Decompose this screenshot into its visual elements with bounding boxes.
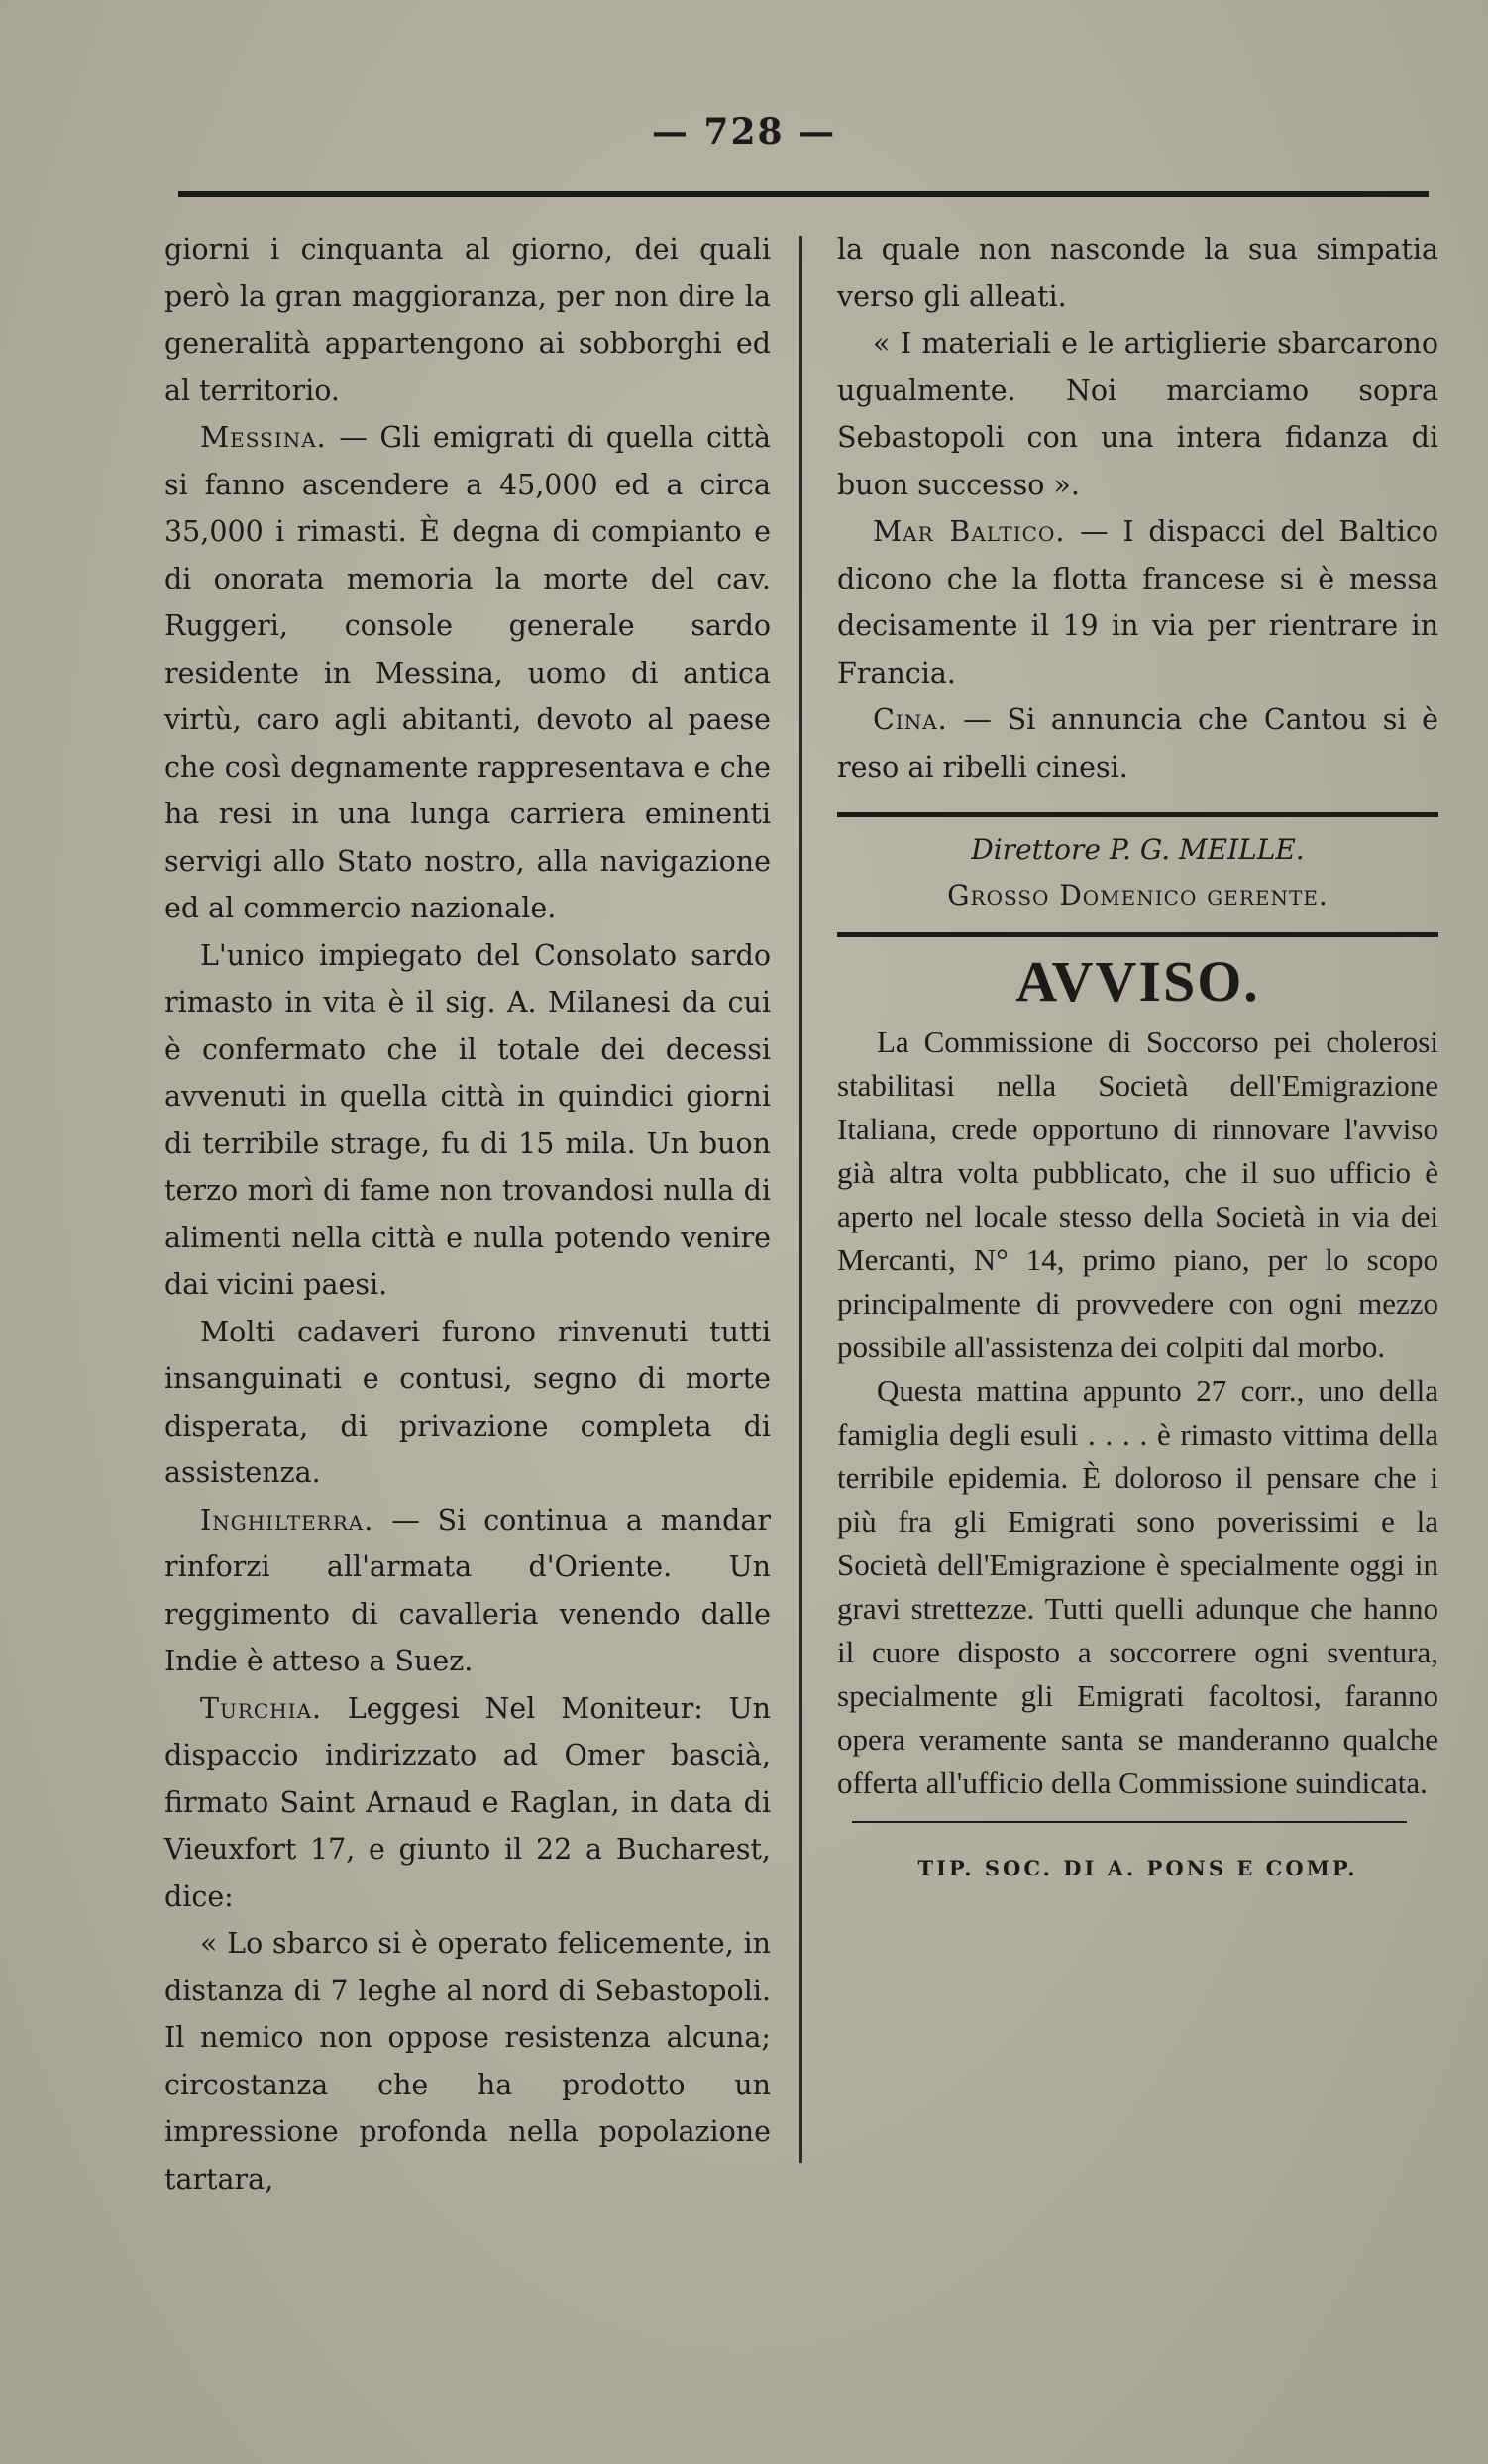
right-paragraph-1: la quale non nasconde la sua simpatia verso gli alleati. (837, 233, 1438, 313)
left-paragraph-4: Molti cadaveri furono rinvenuti tutti insanguinati e contusi, segno di morte disperata, di privazione completa di assistenza. (164, 1315, 771, 1489)
right-column (837, 226, 1438, 1892)
signature-rule-top (837, 812, 1438, 817)
turchia-heading: Turchia. (200, 1691, 323, 1725)
baltico-body: — I dispacci del Baltico dicono che la flotta francese si è messa decisamente il 19 in via per rientrare in Francia. (837, 515, 1438, 690)
signature-gerente: Grosso Domenico gerente. (947, 879, 1329, 911)
turchia-body: Leggesi Nel Moniteur: Un dispaccio indirizzato ad Omer bascià, firmato Saint Arnaud e Raglan, in data di Vieuxfort 17, e giunto il 22 a Bucharest, dice: (164, 1691, 771, 1913)
signature-block (837, 827, 1438, 918)
column-divider (799, 236, 802, 2163)
right-paragraph-2: « I materiali e le artiglierie sbarcarono ugualmente. Noi marciamo sopra Sebastopoli con una intera fidanza di buon successo ». (837, 327, 1438, 501)
avviso-paragraph-1: La Commissione di Soccorso pei cholerosi stabilitasi nella Società dell'Emigrazione Italiana, crede opportuno di rinnovare l'avviso già altra volta pubblicato, che il suo ufficio è aperto nel locale stesso della Società in via dei Mercanti, N° 14, primo piano, per lo scopo principalmente di provvedere con ogni mezzo possibile all'assistenza dei colpiti dal morbo. (837, 1024, 1438, 1364)
page-number: — 728 — (651, 111, 837, 153)
avviso-paragraph-2: Questa mattina appunto 27 corr., uno della famiglia degli esuli . . . . è rimasto vittima della terribile epidemia. È doloroso il pensare che i più fra gli Emigrati sono poverissimi e la Società dell'Emigrazione è specialmente oggi in gravi strettezze. Tutti quelli adunque che hanno il cuore disposto a soccorrere ogni sventura, specialmente gli Emigrati facoltosi, faranno opera veramente santa se manderanno qualche offerta all'ufficio della Commissione suindicata. (837, 1373, 1438, 1800)
left-paragraph-7: « Lo sbarco si è operato felicemente, in distanza di 7 leghe al nord di Sebastopoli. Il nemico non oppose resistenza alcuna; circostanza che ha prodotto un impressione profonda nella popolazione tartara, (164, 1927, 771, 2196)
printer-rule (852, 1821, 1407, 1823)
messina-heading: Messina. (200, 421, 327, 454)
messina-body: — Gli emigrati di quella città si fanno ascendere a 45,000 ed a circa 35,000 i rimasti. È degna di compianto e di onorata memoria la morte del cav. Ruggeri, console generale sardo residente in Messina, uomo di antica virtù, caro agli abitanti, devoto al paese che così degnamente rappresentava e che ha resi in una lunga carriera eminenti servigi allo Stato nostro, alla navigazione ed al commercio nazionale. (164, 421, 771, 924)
signature-director: Direttore P. G. MEILLE. (971, 833, 1305, 866)
signature-rule-bottom (837, 932, 1438, 937)
baltico-heading: Mar Baltico. (873, 515, 1066, 548)
avviso-notice (837, 1020, 1438, 1805)
cina-body: — Si annuncia che Cantou si è reso ai ribelli cinesi. (837, 703, 1438, 784)
inghilterra-body: — Si continua a mandar rinforzi all'armata d'Oriente. Un reggimento di cavalleria venendo dalle Indie è atteso a Suez. (164, 1503, 771, 1677)
left-paragraph-3: L'unico impiegato del Consolato sardo rimasto in vita è il sig. A. Milanesi da cui è confermato che il totale dei decessi avvenuti in quella città in quindici giorni di terribile strage, fu di 15 mila. Un buon terzo morì di fame non trovandosi nulla di alimenti nella città e nulla potendo venire dai vicini paesi. (164, 938, 771, 1301)
right-paragraph-cina (837, 696, 1438, 791)
left-paragraph-1: giorni i cinquanta al giorno, dei quali però la gran maggioranza, per non dire la generalità appartengono ai sobborghi ed al territorio. (164, 233, 771, 407)
right-paragraph-baltico (837, 508, 1438, 696)
left-column (164, 226, 771, 2202)
inghilterra-heading: Inghilterra. (200, 1503, 374, 1537)
cina-heading: Cina. (873, 703, 948, 736)
left-paragraph-inghilterra (164, 1497, 771, 1685)
left-paragraph-turchia (164, 1685, 771, 1921)
header-rule (178, 191, 1429, 197)
printer-imprint: TIP. SOC. DI A. PONS E COMP. (917, 1856, 1358, 1880)
avviso-title: AVVISO. (1015, 949, 1260, 1014)
left-paragraph-messina (164, 414, 771, 932)
